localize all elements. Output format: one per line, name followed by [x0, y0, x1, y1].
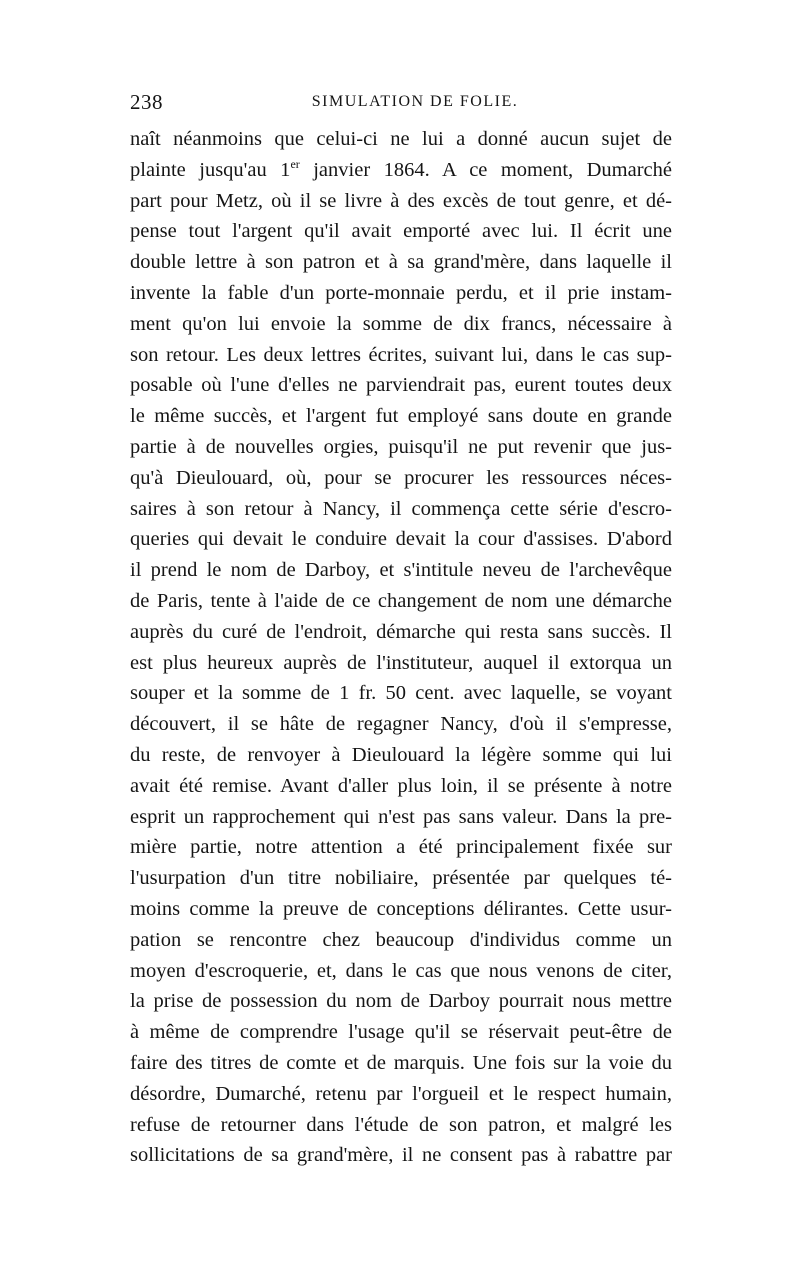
text-line: est plus heureux auprès de l'instituteur, auquel il extorqua un	[130, 651, 672, 674]
page-number: 238	[130, 90, 163, 114]
text-line: avait été remise. Avant d'aller plus loin, il se présente à notre	[130, 774, 672, 797]
text-line: posable où l'une d'elles ne parviendrait pas, eurent toutes deux	[130, 374, 672, 397]
text-line: refuse de retourner dans l'étude de son patron, et malgré les	[130, 1113, 672, 1136]
text-line-end: janvier 1864. A ce moment, Dumarché	[299, 158, 672, 181]
text-line: il prend le nom de Darboy, et s'intitule neveu de l'archevêque	[130, 559, 672, 582]
text-line: de Paris, tente à l'aide de ce changement de nom une démarche	[130, 589, 672, 612]
text-line: désordre, Dumarché, retenu par l'orgueil et le respect humain,	[130, 1082, 672, 1105]
text-line: l'usurpation d'un titre nobiliaire, présentée par quelques té-	[130, 867, 672, 890]
text-line: la prise de possession du nom de Darboy pourrait nous mettre	[130, 990, 672, 1013]
text-line: moyen d'escroquerie, et, dans le cas que nous venons de citer,	[130, 959, 672, 982]
text-line: partie à de nouvelles orgies, puisqu'il ne put revenir que jus-	[130, 435, 672, 458]
text-line: découvert, il se hâte de regagner Nancy, d'où il s'empresse,	[130, 713, 672, 736]
text-line: saires à son retour à Nancy, il commença cette série d'escro-	[130, 497, 672, 520]
text-line: pense tout l'argent qu'il avait emporté avec lui. Il écrit une	[130, 220, 672, 243]
text-line: queries qui devait le conduire devait la cour d'assises. D'abord	[130, 528, 672, 551]
text-line: le même succès, et l'argent fut employé sans doute en grande	[130, 405, 672, 428]
text-line: naît néanmoins que celui-ci ne lui a donné aucun sujet de	[130, 128, 672, 150]
text-line-start: plainte jusqu'au 1	[130, 158, 291, 181]
text-line	[130, 155, 672, 186]
text-line: sollicitations de sa grand'mère, il ne consent pas à rabattre par	[130, 1144, 672, 1167]
text-line: ment qu'on lui envoie la somme de dix francs, nécessaire à	[130, 312, 672, 335]
text-line: qu'à Dieulouard, où, pour se procurer les ressources néces-	[130, 466, 672, 489]
text-line: part pour Metz, où il se livre à des excès de tout genre, et dé-	[130, 189, 672, 212]
text-line: à même de comprendre l'usage qu'il se réservait peut-être de	[130, 1021, 672, 1044]
text-line: mière partie, notre attention a été principalement fixée sur	[130, 836, 672, 859]
running-title: SIMULATION DE FOLIE.	[311, 93, 519, 110]
body-text	[130, 124, 672, 1171]
text-line: faire des titres de comte et de marquis. Une fois sur la voie du	[130, 1051, 672, 1074]
text-line: double lettre à son patron et à sa grand'mère, dans laquelle il	[130, 251, 672, 274]
page-header	[130, 90, 670, 120]
superscript: er	[290, 156, 300, 171]
text-line: moins comme la preuve de conceptions délirantes. Cette usur-	[130, 897, 672, 920]
text-line: auprès du curé de l'endroit, démarche qui resta sans succès. Il	[130, 620, 672, 643]
text-line: souper et la somme de 1 fr. 50 cent. avec laquelle, se voyant	[130, 682, 672, 705]
text-line: invente la fable d'un porte-monnaie perdu, et il prie instam-	[130, 281, 672, 304]
text-line: pation se rencontre chez beaucoup d'individus comme un	[130, 928, 672, 951]
text-line: esprit un rapprochement qui n'est pas sans valeur. Dans la pre-	[130, 805, 672, 828]
text-line: du reste, de renvoyer à Dieulouard la légère somme qui lui	[130, 743, 672, 766]
text-line: son retour. Les deux lettres écrites, suivant lui, dans le cas sup-	[130, 343, 672, 366]
